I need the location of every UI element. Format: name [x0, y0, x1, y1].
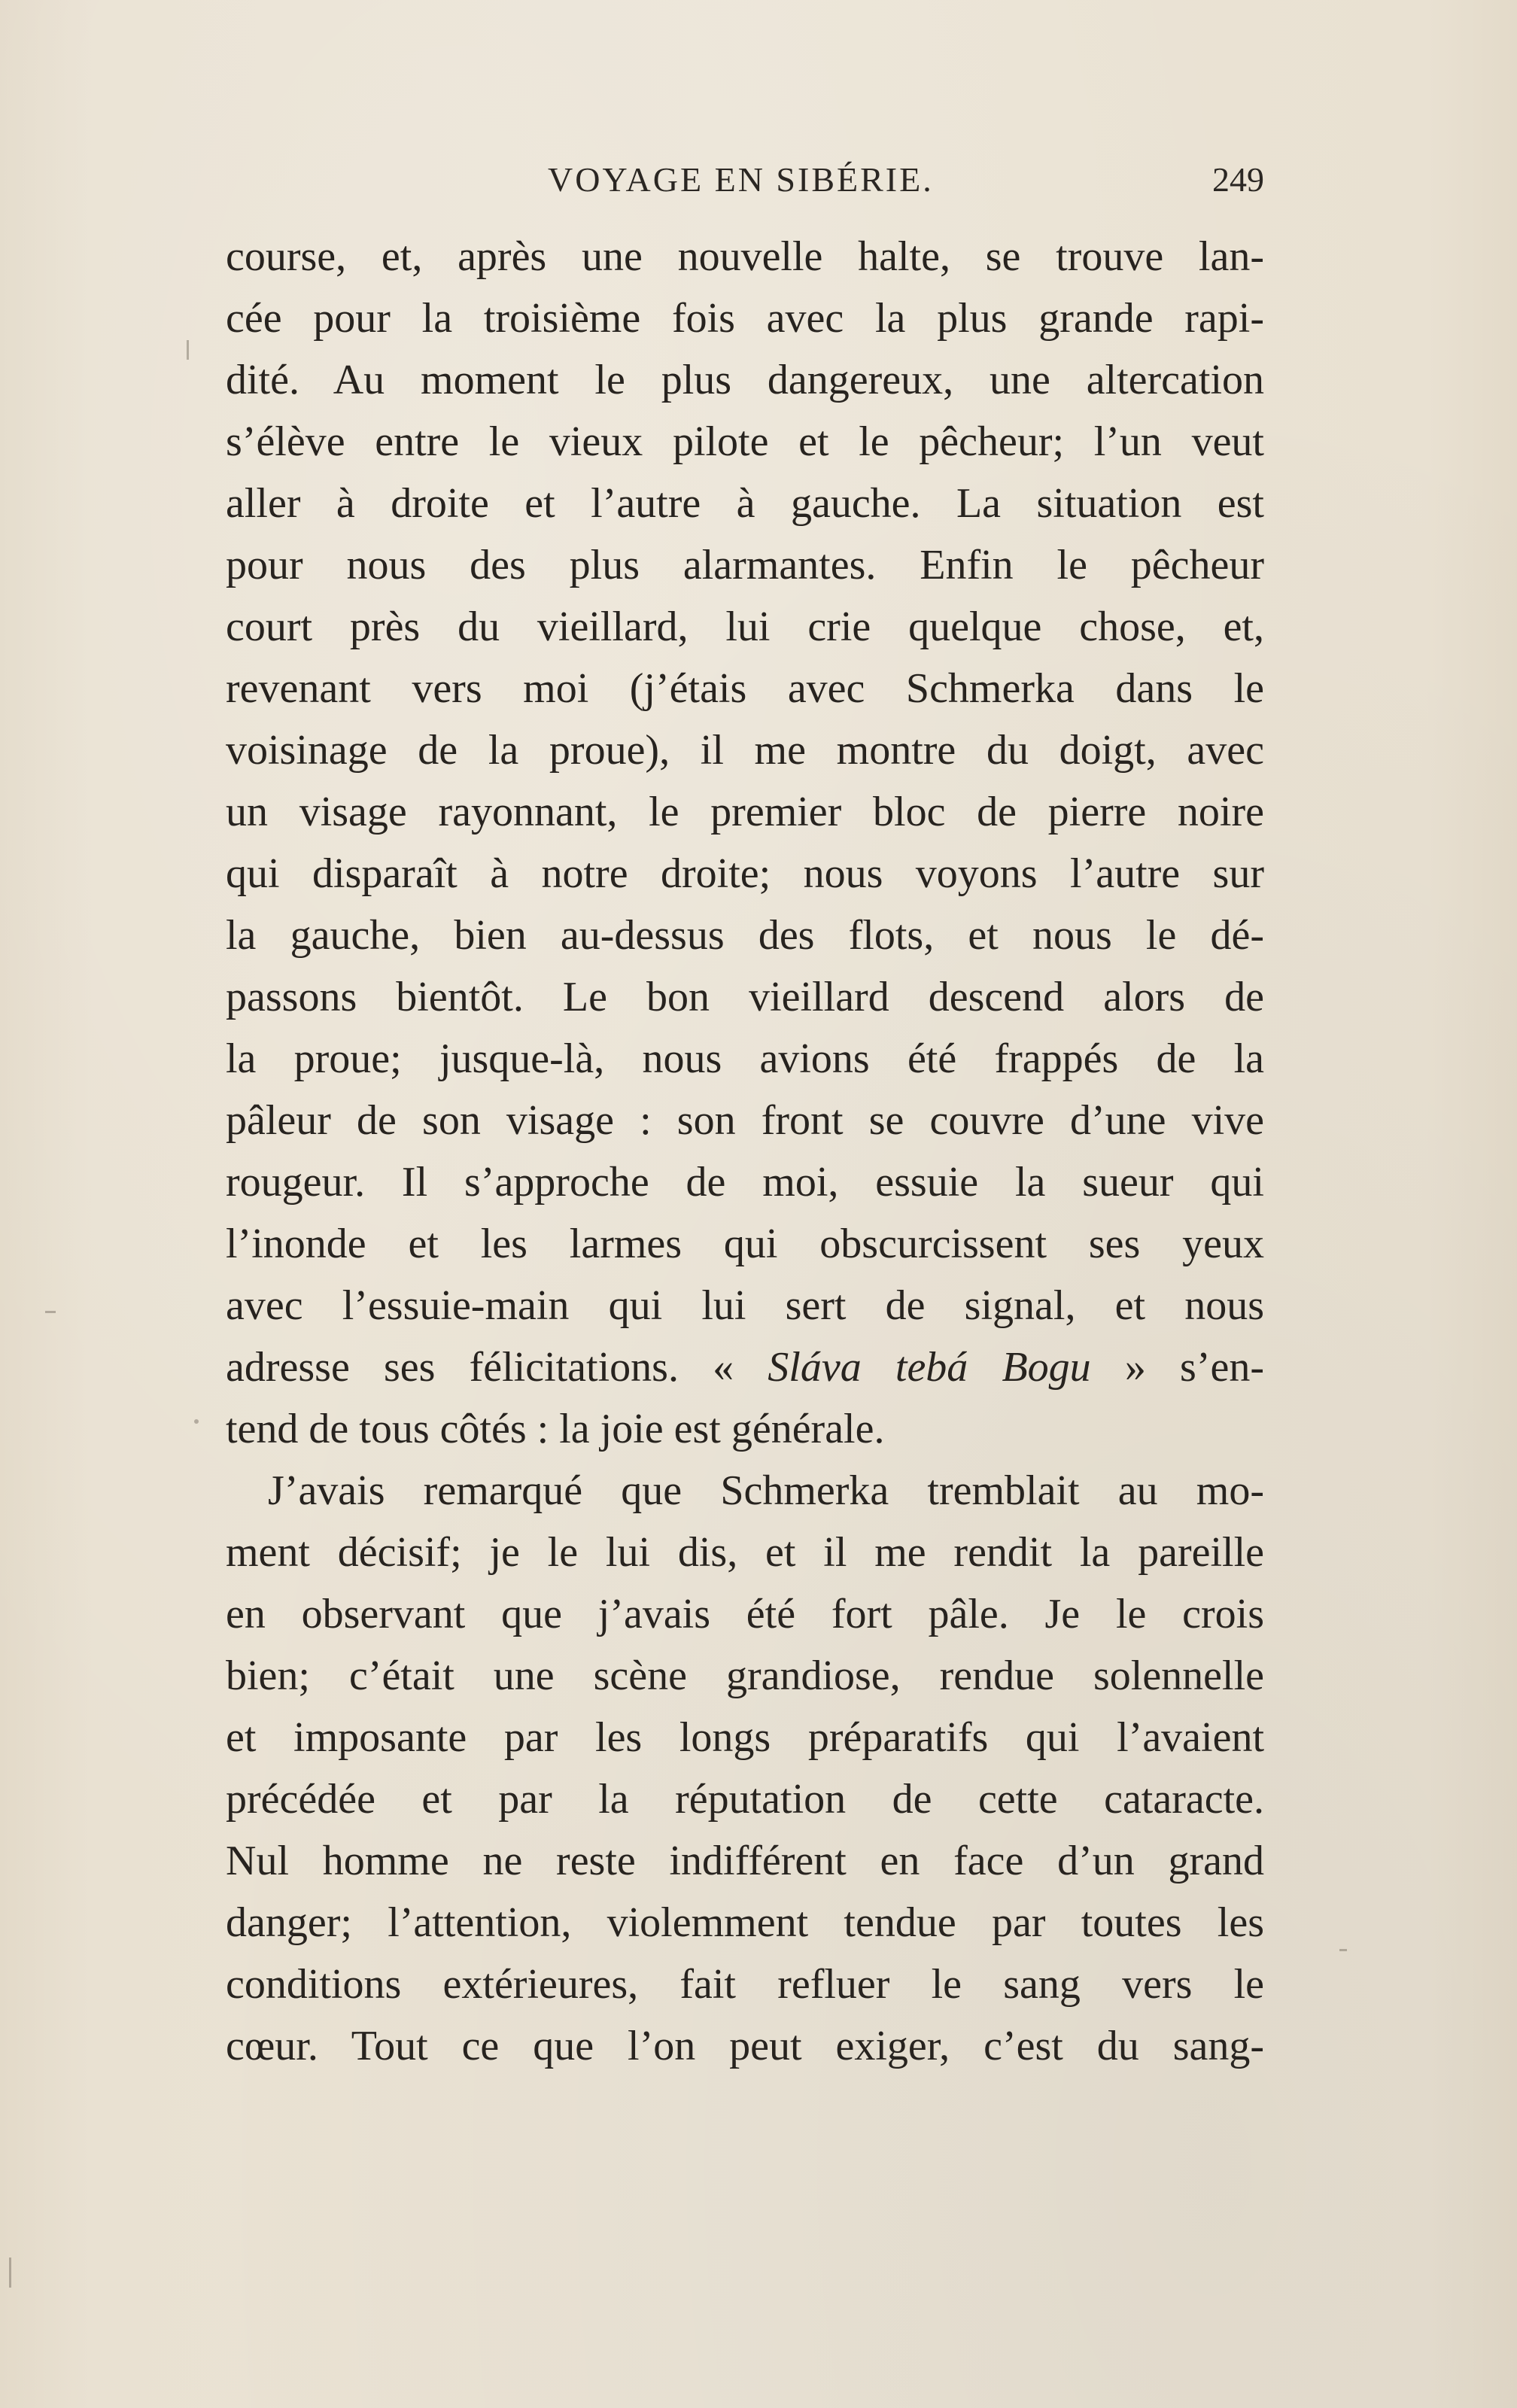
- body-text: [226, 226, 1264, 2077]
- paper-speck: [187, 340, 189, 360]
- paper-speck: [194, 1419, 199, 1424]
- text-line: la proue; jusque-là, nous avions été frappés de la: [226, 1035, 1264, 1082]
- text-line: bien; c’était une scène grandiose, rendue solennelle: [226, 1652, 1264, 1699]
- text-line: conditions extérieures, fait refluer le sang vers le: [226, 1961, 1264, 2008]
- text-line: s’élève entre le vieux pilote et le pêcheur; l’un veut: [226, 418, 1264, 465]
- paper-speck: [9, 2258, 11, 2288]
- text-line: Nul homme ne reste indifférent en face d’un grand: [226, 1838, 1264, 1884]
- text-line: l’inonde et les larmes qui obscurcissent ses yeux: [226, 1221, 1264, 1267]
- paper-speck: [1339, 1949, 1347, 1951]
- text-line: course, et, après une nouvelle halte, se trouve lan-: [226, 233, 1264, 280]
- paragraph-end-line: tend de tous côtés : la joie est générale.: [226, 1406, 885, 1452]
- paragraph-start-line: J’avais remarqué que Schmerka tremblait au mo-: [268, 1467, 1264, 1514]
- text-line: la gauche, bien au-dessus des flots, et nous le dé-: [226, 912, 1264, 959]
- text-line: ment décisif; je le lui dis, et il me rendit la pareille: [226, 1529, 1264, 1576]
- text-line: qui disparaît à notre droite; nous voyons l’autre sur: [226, 850, 1264, 897]
- text-line: pour nous des plus alarmantes. Enfin le pêcheur: [226, 542, 1264, 588]
- text-line: voisinage de la proue), il me montre du doigt, avec: [226, 727, 1264, 774]
- text-line: aller à droite et l’autre à gauche. La situation est: [226, 480, 1264, 527]
- running-head: [226, 160, 1264, 205]
- text-line: et imposante par les longs préparatifs qui l’avaient: [226, 1714, 1264, 1761]
- text-line: cœur. Tout ce que l’on peut exiger, c’est du sang-: [226, 2023, 1264, 2069]
- paper-speck: [45, 1311, 56, 1313]
- text-line: rougeur. Il s’approche de moi, essuie la sueur qui: [226, 1159, 1264, 1206]
- text-line-with-italic: [226, 1336, 1264, 1398]
- text-line: avec l’essuie-main qui lui sert de signal, et nous: [226, 1282, 1264, 1329]
- text-line: un visage rayonnant, le premier bloc de pierre noire: [226, 789, 1264, 835]
- page-number: 249: [1212, 160, 1264, 199]
- text-line: danger; l’attention, violemment tendue par toutes les: [226, 1899, 1264, 1946]
- text-line: passons bientôt. Le bon vieillard descend alors de: [226, 974, 1264, 1020]
- text-segment: » s’en-: [1090, 1344, 1264, 1391]
- running-head-title: VOYAGE EN SIBÉRIE.: [548, 160, 934, 199]
- italic-phrase: Sláva tebá Bogu: [768, 1344, 1091, 1391]
- text-line: revenant vers moi (j’étais avec Schmerka dans le: [226, 665, 1264, 712]
- text-line: pâleur de son visage : son front se couvre d’une vive: [226, 1097, 1264, 1144]
- text-line: dité. Au moment le plus dangereux, une altercation: [226, 357, 1264, 403]
- text-line: en observant que j’avais été fort pâle. Je le crois: [226, 1591, 1264, 1637]
- text-segment: adresse ses félicitations. «: [226, 1344, 768, 1391]
- text-line: cée pour la troisième fois avec la plus grande rapi-: [226, 295, 1264, 342]
- text-line: court près du vieillard, lui crie quelque chose, et,: [226, 604, 1264, 650]
- text-line: précédée et par la réputation de cette cataracte.: [226, 1776, 1264, 1823]
